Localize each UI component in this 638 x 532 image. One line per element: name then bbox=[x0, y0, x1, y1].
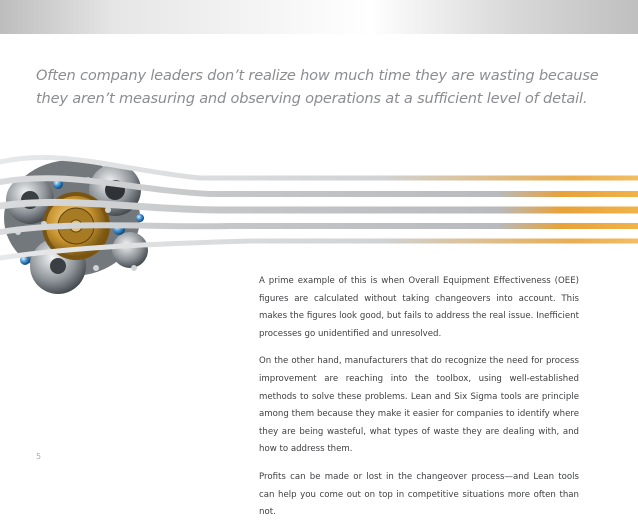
pull-quote bbox=[36, 64, 599, 110]
page-number: 5 bbox=[36, 452, 42, 461]
paragraph-process-improvement: On the other hand, manufacturers that do recognize the need for process improvement are reaching into the toolbox, using well-established methods to solve these problems. Lean and Six Sigma tools are principle among them because they make it easier for companies to identify where they are being wasteful, what types of waste they are dealing with, and how to address them. bbox=[259, 356, 579, 455]
body-text bbox=[259, 273, 579, 532]
pull-quote-line-1: Often company leaders don’t realize how much time they are wasting because bbox=[36, 67, 599, 84]
pull-quote-line-2: they aren’t measuring and observing operations at a sufficient level of detail. bbox=[36, 90, 588, 107]
paragraph-profits: Profits can be made or lost in the changeover process—and Lean tools can help you come out on top in competitive situations more often than not. bbox=[259, 471, 579, 518]
header-band bbox=[0, 0, 638, 34]
paragraph-oee: A prime example of this is when Overall Equipment Effectiveness (OEE) figures are calculated without taking changeovers into account. This makes the figures look good, but fails to address the real issue. Inefficient processes go unidentified and unresolved. bbox=[259, 276, 579, 339]
